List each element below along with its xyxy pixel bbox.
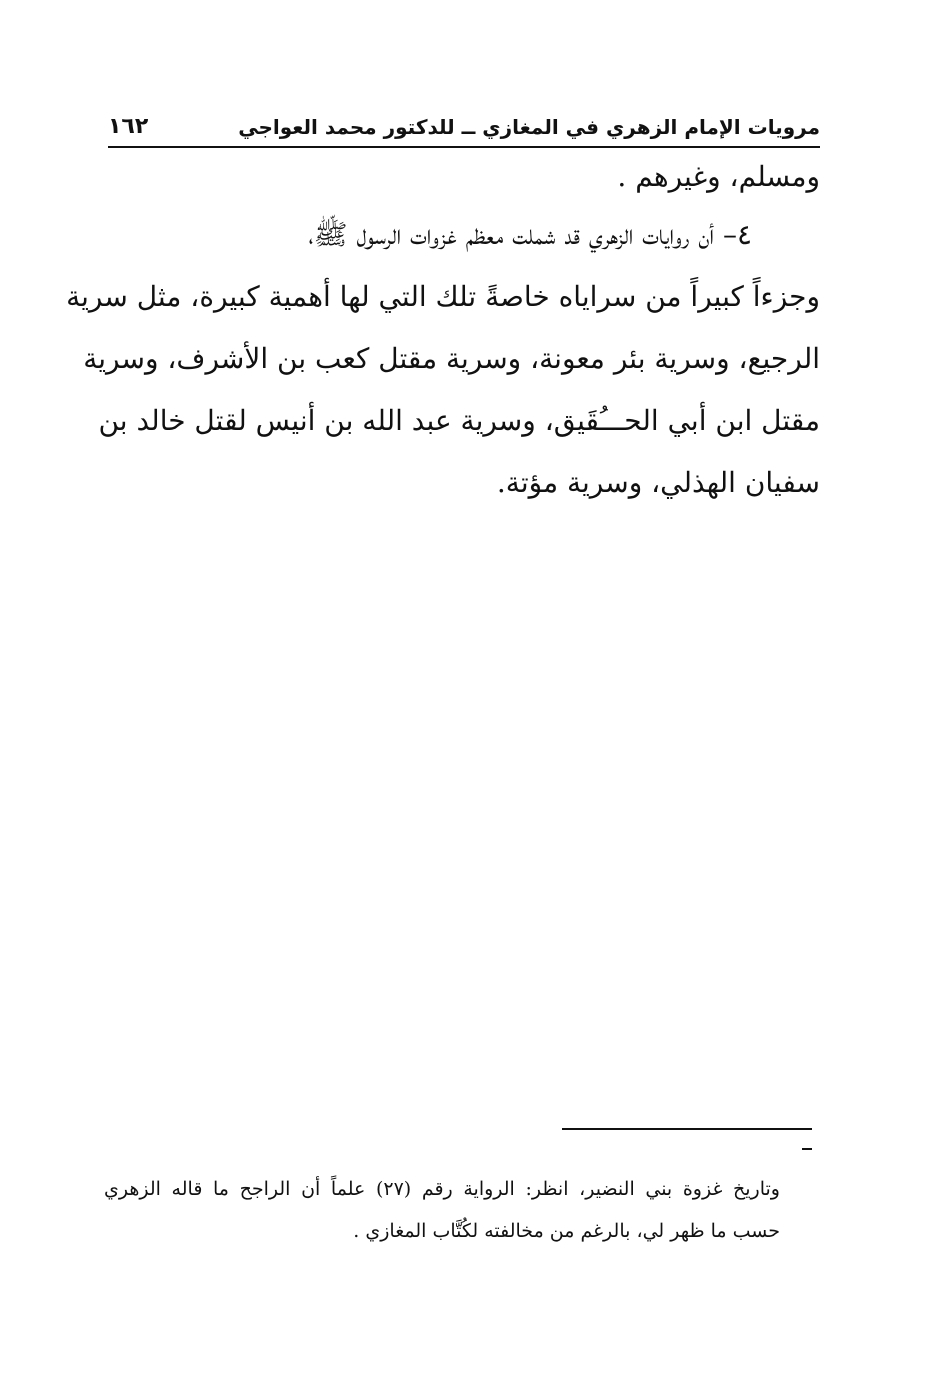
body-line: وجزءاً كبيراً من سراياه خاصةً تلك التي لها أهمية كبيرة، مثل سرية [66,280,820,313]
body-text [66,150,820,514]
footnote-separator [562,1128,812,1130]
footnote-line: وتاريخ غزوة بني النضير، انظر: الرواية رقم (٢٧) علماً أن الراجح ما قاله الزهري [104,1178,780,1200]
header-title: مرويات الإمام الزهري في المغازي ــ للدكتور محمد العواجي [238,115,820,139]
body-line: ٤– أن روايات الزهري قد شملت معظم غزوات الرسول ﷺ، [308,218,752,251]
running-header [108,112,820,148]
body-line: ومسلم، وغيرهم . [617,160,820,193]
body-line: سفيان الهذلي، وسرية مؤتة. [496,466,820,499]
footnote [104,1168,780,1252]
page-number: ١٦٢ [108,114,149,139]
body-line: الرجيع، وسرية بئر معونة، وسرية مقتل كعب بن الأشرف، وسرية [83,342,820,375]
footnote-continuation-mark [802,1148,812,1150]
footnote-line: حسب ما ظهر لي، بالرغم من مخالفته لكُتَّاب المغازي . [353,1220,780,1242]
body-line: مقتل ابن أبي الحـــُقَيق، وسرية عبد الله بن أنيس لقتل خالد بن [98,404,820,437]
